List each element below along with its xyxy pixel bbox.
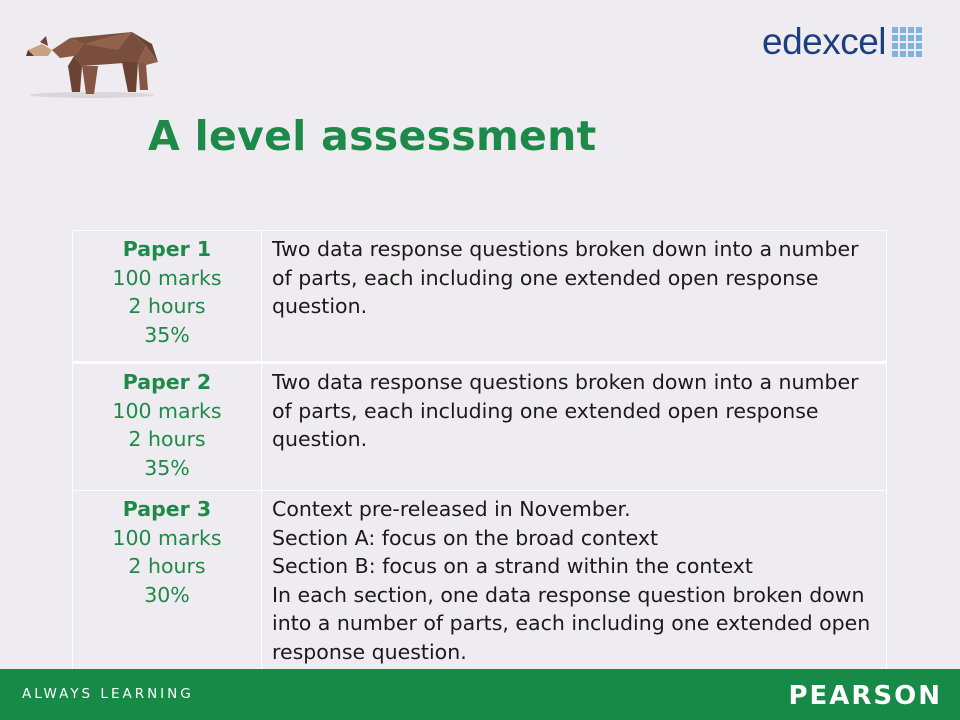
paper-weight: 35% bbox=[144, 455, 190, 480]
dot-grid-icon bbox=[892, 27, 922, 57]
pearson-logo: PEARSON bbox=[788, 681, 942, 711]
paper-weight: 35% bbox=[144, 322, 190, 347]
description-line: Section A: focus on the broad context bbox=[272, 525, 659, 550]
logo-text: edexcel bbox=[762, 21, 887, 62]
paper-marks: 100 marks bbox=[112, 398, 222, 423]
paper-description bbox=[262, 363, 887, 491]
footer-tagline: ALWAYS LEARNING bbox=[22, 686, 194, 702]
paper-cell bbox=[73, 363, 262, 491]
table-row bbox=[73, 491, 887, 674]
paper-name: Paper 2 bbox=[122, 370, 212, 394]
origami-bear-icon bbox=[22, 22, 162, 100]
edexcel-logo bbox=[762, 22, 922, 62]
paper-name: Paper 1 bbox=[122, 237, 212, 261]
paper-duration: 2 hours bbox=[128, 427, 206, 451]
paper-description bbox=[262, 231, 887, 363]
description-line: Section B: focus on a strand within the context bbox=[272, 554, 753, 578]
description-line: In each section, one data response question broken down into a number of parts, each including one extended open response question. bbox=[272, 582, 871, 664]
description-line: Context pre-released in November. bbox=[272, 497, 631, 521]
assessment-table bbox=[72, 230, 887, 674]
paper-marks: 100 marks bbox=[112, 265, 222, 290]
paper-marks: 100 marks bbox=[112, 525, 222, 550]
paper-name: Paper 3 bbox=[122, 497, 212, 521]
table-row bbox=[73, 363, 887, 491]
table-row bbox=[73, 231, 887, 363]
paper-duration: 2 hours bbox=[128, 554, 206, 578]
paper-description bbox=[262, 491, 887, 674]
paper-weight: 30% bbox=[144, 582, 190, 607]
description-line: Two data response questions broken down into a number of parts, each including one extended open response question. bbox=[272, 237, 859, 318]
paper-cell bbox=[73, 491, 262, 674]
paper-duration: 2 hours bbox=[128, 294, 206, 318]
description-line: Two data response questions broken down into a number of parts, each including one extended open response question. bbox=[272, 370, 859, 451]
paper-cell bbox=[73, 231, 262, 363]
footer-bar bbox=[0, 669, 960, 720]
slide-title: A level assessment bbox=[148, 112, 597, 160]
